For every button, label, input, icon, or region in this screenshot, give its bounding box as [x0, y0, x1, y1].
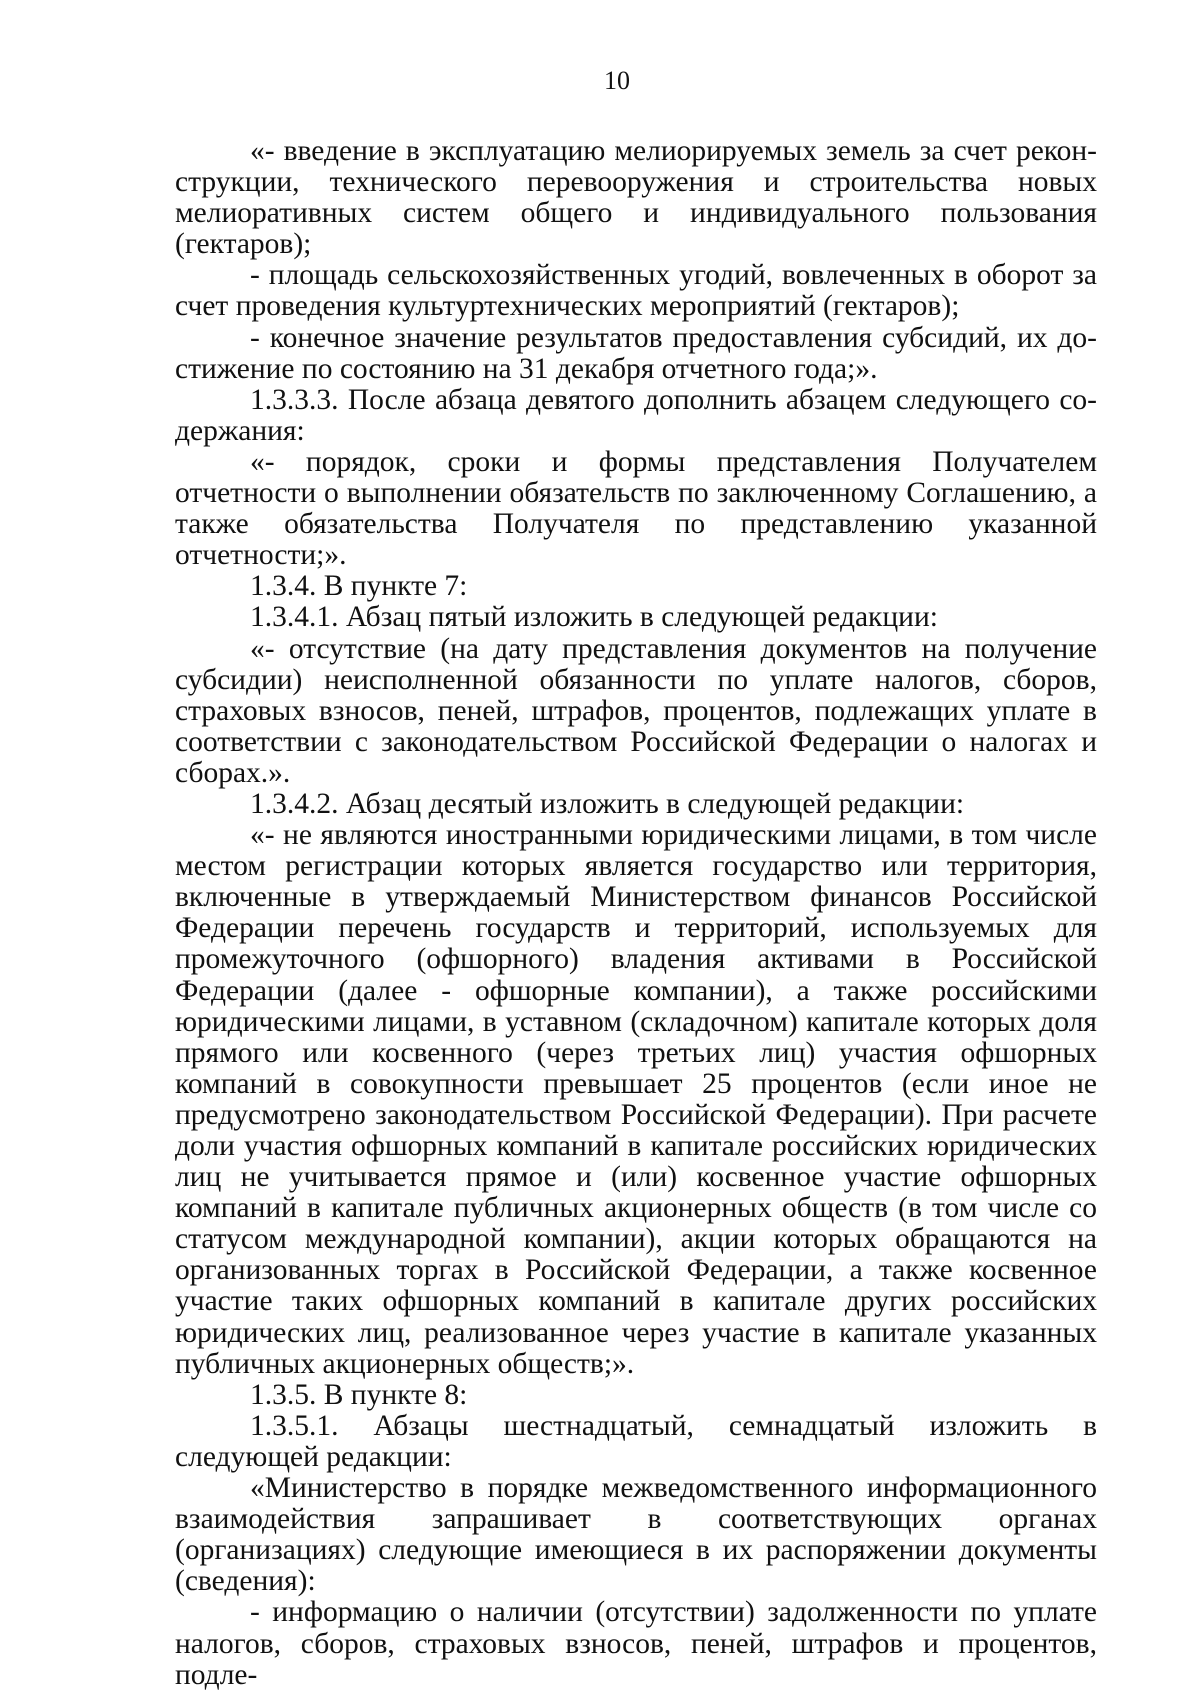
document-body	[175, 136, 1097, 1691]
paragraph-amendment-quote-3: - конечное значение результатов предоставления субсидий, их достижение по состоянию на 31 декабря отчетного года;».	[175, 321, 1097, 385]
paragraph-clause-1-3-4-2: 1.3.4.2. Абзац десятый изложить в следующей редакции:	[250, 787, 965, 820]
paragraph-amendment-quote-1: «- введение в эксплуатацию мелиорируемых земель за счет реконструкции, технического перевооружения и строительства новых мелиоративных систем общего и индивидуального пользования (гектаров);	[175, 135, 1097, 261]
paragraph-tax-debt-quote: «- отсутствие (на дату представления документов на получение субсидии) неисполненной обязанности по уплате налогов, сборов, страховых взносов, пеней, штрафов, процентов, подлежащих уплате в соответствии с законодательством Российской Федерации о налогах и сборах.».	[175, 632, 1097, 789]
paragraph-clause-1-3-5-1: 1.3.5.1. Абзацы шестнадцатый, семнадцатый изложить в следующей редакции:	[175, 1409, 1097, 1473]
paragraph-amendment-quote-2: - площадь сельскохозяйственных угодий, вовлеченных в оборот за счет проведения культуртехнических мероприятий (гектаров);	[175, 259, 1097, 323]
paragraph-ministry-quote: «Министерство в порядке межведомственного информационного взаимодействия запрашивает в соответствующих органах (организациях) следующие имеющиеся в их распоряжении документы (сведения):	[175, 1472, 1097, 1598]
paragraph-offshore-quote: «- не являются иностранными юридическими лицами, в том числе местом регистрации которых является государство или территория, включенные в утверждаемый Министерством финансов Российской Федерации перечень государств и территорий, используемых для промежуточного (офшорного) владения активами в Российской Федерации (далее - офшорные компании), а также российскими юридическими лицами, в уставном (складочном) капитале которых доля прямого или косвенного (через третьих лиц) участия офшорных компаний в совокупности превышает 25 процентов (если иное не предусмотрено законодательством Российской Федерации). При расчете доли участия офшорных компаний в капитале российских юридических лиц не учитывается прямое и (или) косвенное участие офшорных компаний в капитале публичных акционерных обществ (в том числе со статусом международной компании), акции которых обращаются на организованных торгах в Российской Федерации, а также косвенное участие таких офшорных компаний в капитале других российских юридических лиц, реализованное через участие в капитале указанных публичных акционерных обществ;».	[175, 819, 1097, 1380]
paragraph-clause-1-3-4-1: 1.3.4.1. Абзац пятый изложить в следующей редакции:	[250, 601, 938, 634]
paragraph-reporting-quote: «- порядок, сроки и формы представления Получателем отчетности о выполнении обязательств по заключенному Соглашению, а также обязательства Получателя по представлению указанной отчетности;».	[175, 445, 1097, 572]
paragraph-clause-1-3-4: 1.3.4. В пункте 7:	[250, 570, 468, 603]
page-number: 10	[604, 66, 630, 95]
paragraph-debt-information: - информацию о наличии (отсутствии) задолженности по уплате налогов, сборов, страховых взносов, пеней, штрафов и процентов, подле-	[175, 1596, 1097, 1691]
paragraph-clause-1-3-5: 1.3.5. В пункте 8:	[250, 1378, 468, 1411]
paragraph-clause-1-3-3-3: 1.3.3.3. После абзаца девятого дополнить абзацем следующего содержания:	[175, 383, 1097, 447]
